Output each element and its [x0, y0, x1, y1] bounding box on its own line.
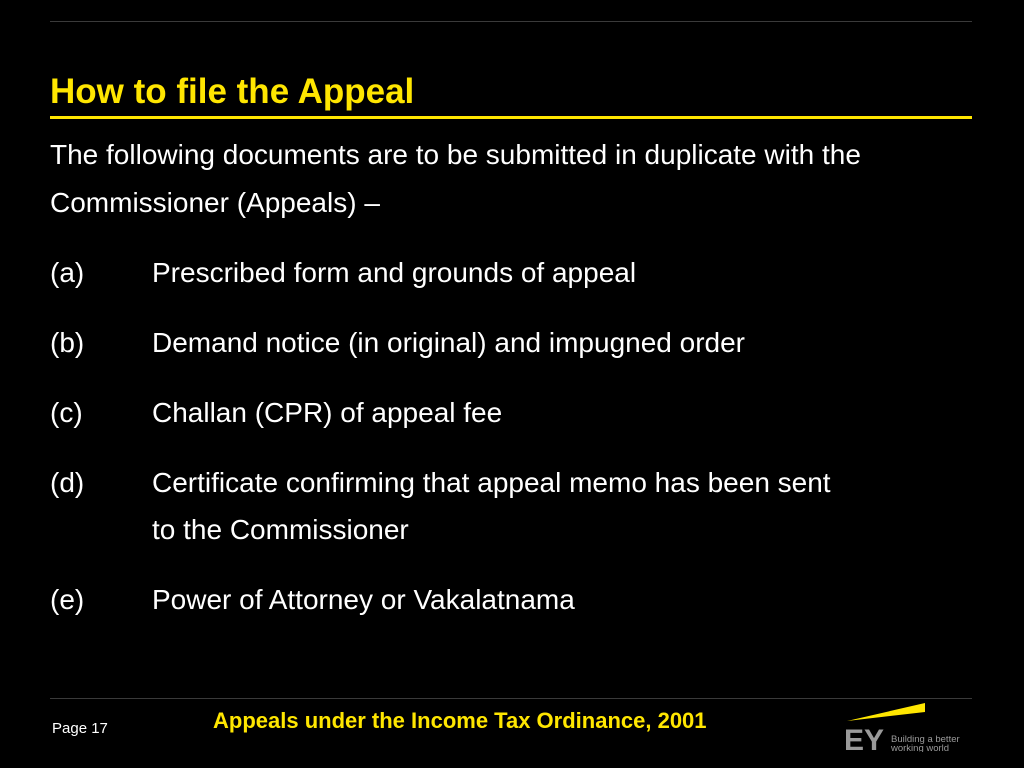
footer-title: Appeals under the Income Tax Ordinance, 2001	[213, 708, 707, 733]
ey-logo-beam-icon	[847, 703, 925, 721]
list-item-marker: (b)	[50, 327, 85, 358]
list-item	[50, 459, 980, 553]
list-item-text: Power of Attorney or Vakalatnama	[152, 584, 575, 615]
title-underline	[50, 116, 972, 119]
document-list	[50, 249, 980, 646]
page-number: Page 17	[52, 720, 108, 737]
list-item-text: Challan (CPR) of appeal fee	[152, 397, 503, 428]
list-item-marker: (e)	[50, 584, 85, 615]
ey-logo-mark: EY	[844, 724, 885, 752]
ey-logo-tagline-line1: Building a better	[891, 734, 960, 745]
list-item-marker: (a)	[50, 257, 85, 288]
top-divider	[50, 21, 972, 22]
list-item-text: Demand notice (in original) and impugned order	[152, 327, 746, 358]
intro-text: The following documents are to be submitted in duplicate with the Commissioner (Appeals) –	[50, 139, 861, 218]
list-item	[50, 249, 980, 296]
ey-logo-tagline-line2: working world	[891, 743, 950, 752]
list-item-marker: (c)	[50, 397, 83, 428]
footer-divider	[50, 698, 972, 699]
list-item-marker: (d)	[50, 467, 85, 498]
list-item-text: Prescribed form and grounds of appeal	[152, 257, 637, 288]
list-item-text: Certificate confirming that appeal memo has been sent to the Commissioner	[152, 467, 831, 545]
list-item	[50, 389, 980, 436]
list-item	[50, 576, 980, 623]
ey-logo	[843, 698, 973, 752]
slide-title: How to file the Appeal	[50, 72, 415, 111]
list-item	[50, 319, 980, 366]
